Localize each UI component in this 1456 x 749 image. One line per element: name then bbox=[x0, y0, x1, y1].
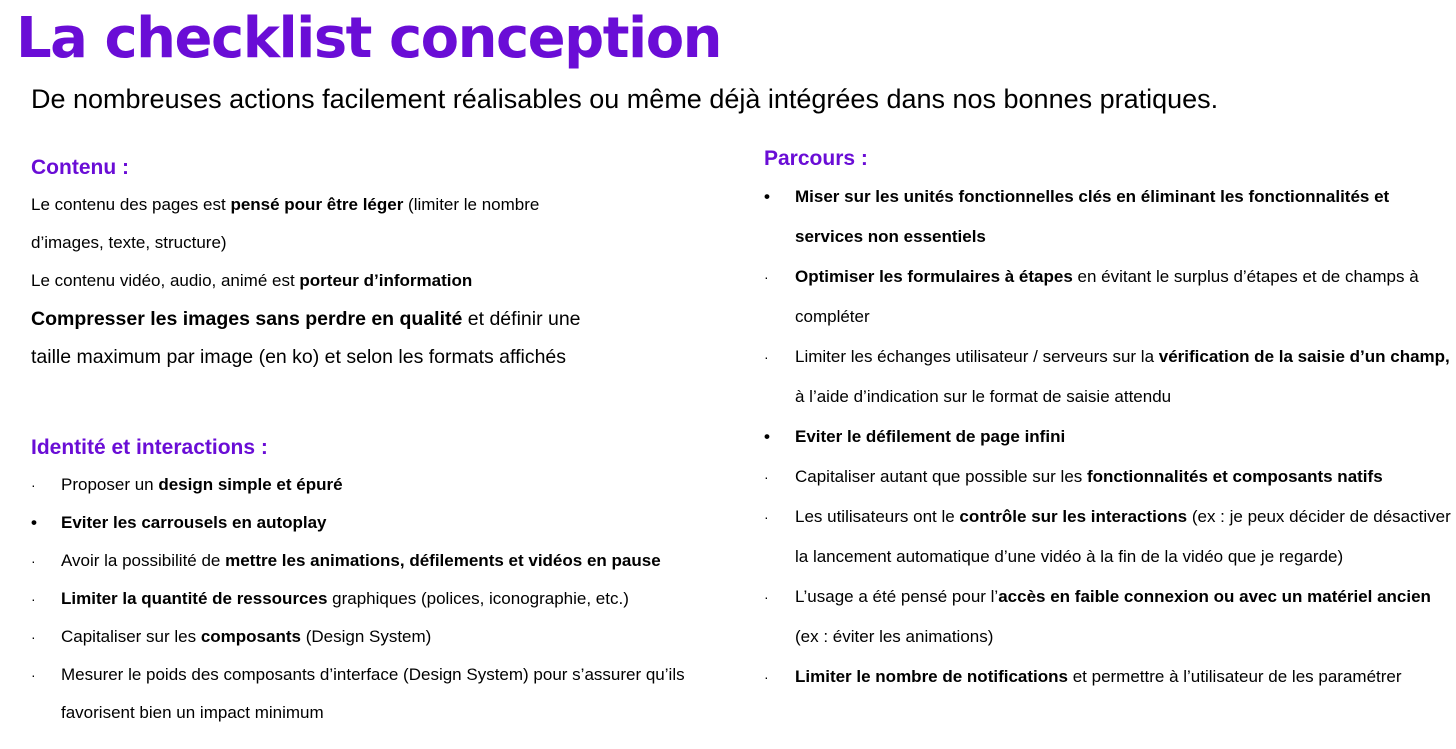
body-text: Le contenu des pages est bbox=[31, 195, 231, 214]
contenu-paragraph-3 bbox=[31, 300, 611, 376]
bullet-icon: · bbox=[31, 667, 36, 683]
emphasis-text: Optimiser les formulaires à étapes bbox=[795, 267, 1073, 286]
body-text: (limiter le nombre d’images, texte, structure) bbox=[31, 195, 540, 252]
left-column bbox=[31, 150, 731, 732]
parcours-heading: Parcours : bbox=[764, 147, 868, 170]
emphasis-text: Compresser les images sans perdre en qualité bbox=[31, 308, 463, 330]
bullet-icon: · bbox=[31, 591, 36, 607]
list-item bbox=[31, 580, 731, 618]
emphasis-text: accès en faible connexion ou avec un matériel ancien bbox=[998, 587, 1431, 606]
page-subtitle: De nombreuses actions facilement réalisables ou même déjà intégrées dans nos bonnes pratiques. bbox=[31, 84, 1219, 114]
right-column bbox=[764, 141, 1454, 697]
body-text: Limiter les échanges utilisateur / serveurs sur la bbox=[795, 347, 1159, 366]
emphasis-text: Limiter la quantité de ressources bbox=[61, 589, 328, 608]
list-item bbox=[764, 337, 1454, 417]
list-item bbox=[764, 577, 1454, 657]
bullet-icon: · bbox=[764, 349, 769, 365]
contenu-paragraph-2 bbox=[31, 262, 731, 300]
parcours-list bbox=[764, 177, 1454, 697]
emphasis-text: Miser sur les unités fonctionnelles clés en éliminant les fonctionnalités et services non essentiels bbox=[795, 187, 1390, 246]
bullet-icon: • bbox=[764, 427, 770, 446]
body-text: (ex : éviter les animations) bbox=[795, 627, 994, 646]
bullet-icon: · bbox=[31, 629, 36, 645]
body-text: (Design System) bbox=[300, 627, 432, 646]
body-text: en évitant le surplus d’étapes et de champs à compléter bbox=[795, 267, 1419, 326]
bullet-icon: · bbox=[764, 509, 769, 525]
bullet-icon: · bbox=[764, 669, 769, 685]
body-text: Mesurer le poids des composants d’interface (Design System) pour s’assurer qu’ils favorisent bien un impact minimum bbox=[61, 665, 685, 722]
body-text: et définir une taille maximum par image (en ko) et selon les formats affichés bbox=[31, 308, 581, 368]
bullet-icon: • bbox=[31, 513, 37, 532]
bullet-icon: · bbox=[764, 469, 769, 485]
identite-heading: Identité et interactions : bbox=[31, 436, 268, 459]
page-title: La checklist conception bbox=[16, 6, 722, 71]
list-item bbox=[31, 656, 731, 732]
body-text: Avoir la possibilité de bbox=[61, 551, 226, 570]
emphasis-text: Limiter le nombre de notifications bbox=[795, 667, 1068, 686]
body-text: Les utilisateurs ont le bbox=[795, 507, 960, 526]
emphasis-text: porteur d’information bbox=[299, 271, 473, 290]
body-text: Le contenu vidéo, audio, animé est bbox=[31, 271, 300, 290]
bullet-icon: · bbox=[764, 269, 769, 285]
body-text: L’usage a été pensé pour l’ bbox=[795, 587, 999, 606]
emphasis-text: design simple et épuré bbox=[158, 475, 343, 494]
list-item bbox=[31, 618, 731, 656]
list-item bbox=[764, 257, 1454, 337]
emphasis-text: pensé pour être léger bbox=[230, 195, 404, 214]
identite-list bbox=[31, 466, 731, 732]
list-item bbox=[764, 417, 1454, 457]
emphasis-text: Eviter le défilement de page infini bbox=[795, 427, 1066, 446]
bullet-icon: · bbox=[764, 589, 769, 605]
body-text: Capitaliser autant que possible sur les bbox=[795, 467, 1087, 486]
body-text: Capitaliser sur les bbox=[61, 627, 201, 646]
list-item bbox=[764, 177, 1454, 257]
bullet-icon: · bbox=[31, 477, 36, 493]
contenu-paragraph-1 bbox=[31, 186, 591, 262]
emphasis-text: composants bbox=[200, 627, 301, 646]
list-item bbox=[31, 504, 731, 542]
body-text: graphiques (polices, iconographie, etc.) bbox=[327, 589, 629, 608]
emphasis-text: mettre les animations, défilements et vidéos en pause bbox=[225, 551, 661, 570]
list-item bbox=[31, 466, 731, 504]
emphasis-text: contrôle sur les interactions bbox=[959, 507, 1188, 526]
body-text: et permettre à l’utilisateur de les paramétrer bbox=[1067, 667, 1402, 686]
list-item bbox=[31, 542, 731, 580]
contenu-heading: Contenu : bbox=[31, 156, 129, 179]
emphasis-text: fonctionnalités et composants natifs bbox=[1087, 467, 1383, 486]
bullet-icon: · bbox=[31, 553, 36, 569]
emphasis-text: vérification de la saisie d’un champ, bbox=[1158, 347, 1450, 366]
list-item bbox=[764, 497, 1454, 577]
emphasis-text: Eviter les carrousels en autoplay bbox=[61, 513, 327, 532]
list-item bbox=[764, 657, 1454, 697]
bullet-icon: • bbox=[764, 187, 770, 206]
body-text: (ex : je peux décider de désactiver la lancement automatique d’une vidéo à la fin de la vidéo que je regarde) bbox=[795, 507, 1451, 566]
body-text: à l’aide d’indication sur le format de saisie attendu bbox=[795, 387, 1172, 406]
list-item bbox=[764, 457, 1454, 497]
body-text: Proposer un bbox=[61, 475, 159, 494]
